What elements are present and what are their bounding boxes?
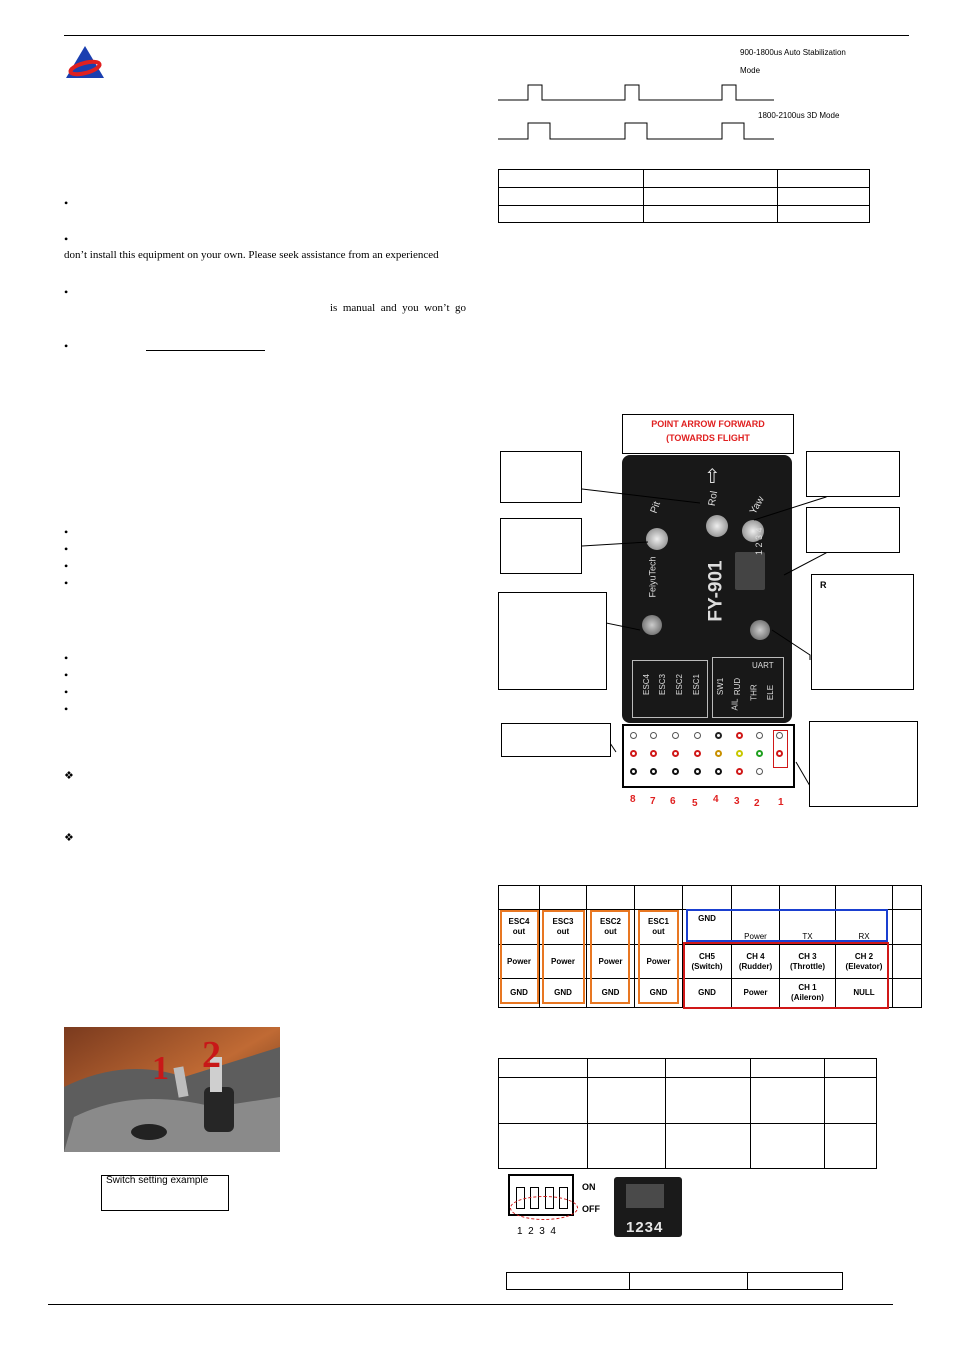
bullet-11: • [64,685,69,699]
port-label-rud: RUD [733,677,743,696]
port-label-ail: AIL [730,698,740,711]
cell-power: Power [499,945,540,979]
knob-label-pit: Pit [648,500,664,515]
bullet-8: • [64,576,69,590]
cell-gnd: GND [683,979,732,1008]
forward-note-line-2: (TOWARDS FLIGHT [666,433,750,443]
cell-gnd: GND [499,979,540,1008]
cell-ch1: CH 1 (Aileron) [780,979,836,1008]
port-label-ele: ELE [766,684,776,701]
dip-photo-body [626,1184,664,1208]
callout-roll-knob [500,451,582,503]
cell-ch4: CH 4 (Rudder) [732,945,780,979]
callout-pins [501,723,611,757]
port-label-sw1: SW1 [716,677,726,696]
cell-power: Power [540,945,587,979]
dip-numbers: 1 2 3 4 [517,1226,556,1237]
receiver-highlight [683,942,889,1009]
pin-number-3: 3 [734,796,740,807]
diamond-bullet-icon: ❖ [64,770,74,782]
callout-yaw-knob [806,451,900,497]
esc1-highlight [638,910,679,1004]
dip-on-label: ON [582,1182,596,1192]
cell-uart-rx: RX [836,910,893,945]
callout-r [811,574,914,690]
dip-off-label: OFF [582,1204,600,1214]
esc4-highlight [500,910,539,1004]
svg-text:1: 1 [152,1050,169,1087]
esc3-highlight [542,910,585,1004]
cell-uart-tx: TX [780,910,836,945]
manual-fragment-text: is manual and you won’t go [330,302,467,314]
callout-mount-left [498,592,607,690]
esc2-highlight [590,910,630,1004]
bullet-4: • [64,339,69,353]
forward-note-line-1: POINT ARROW FORWARD [651,419,765,429]
cell-power: Power [635,945,683,979]
esc-label-esc1: ESC1 [691,674,701,695]
cell-esc3-out: ESC3 out [540,910,587,945]
install-warning-text: don’t install this equipment on your own. Please seek assistance from an experienced [64,249,439,261]
cell-ch2: CH 2 (Elevator) [836,945,893,979]
bottom-table [506,1272,843,1290]
callout-dip-switch [806,507,900,553]
cell-gnd: GND [540,979,587,1008]
callout-pitch-knob [500,518,582,574]
esc-label-esc4: ESC4 [641,674,651,695]
forward-arrow-icon: ⇧ [704,464,721,488]
cell-esc2-out: ESC2 out [587,910,635,945]
bullet-7: • [64,559,69,573]
bullet-1: • [64,196,69,210]
port-label-uart: UART [752,661,774,670]
cell-ch3: CH 3 (Throttle) [780,945,836,979]
bullet-12: • [64,702,69,716]
uart-highlight [686,909,888,942]
pin-number-8: 8 [630,794,636,805]
cell-ch5: CH5 (Switch) [683,945,732,979]
pin-number-4: 4 [713,794,719,805]
board-dip-numbers: 1 2 3 4 [754,527,764,555]
esc-label-esc2: ESC2 [674,674,684,695]
callout-uart [809,721,918,807]
auto-mode-label: 900-1800us Auto Stabilization [740,48,846,57]
callout-r-label: R [820,580,827,590]
board-model-label: FY-901 [705,560,727,622]
pin-number-5: 5 [692,798,698,809]
cell-esc4-out: ESC4 out [499,910,540,945]
knob-label-yaw: Yaw [747,494,767,517]
knob-label-rol: Rol [706,490,721,507]
dip-photo-numbers: 1234 [626,1219,664,1236]
cell-esc1-out: ESC1 out [635,910,683,945]
port-label-thr: THR [749,684,759,701]
bullet-2: • [64,232,69,246]
pin-number-1: 1 [778,797,784,808]
dip-setting-table [498,1058,877,1169]
svg-text:2: 2 [202,1034,221,1076]
diamond-bullet-icon: ❖ [64,832,74,844]
esc-label-esc3: ESC3 [657,674,667,695]
bullet-3: • [64,285,69,299]
cell-power: Power [732,979,780,1008]
cell-null: NULL [836,979,893,1008]
bullet-6: • [64,542,69,556]
3d-mode-label: 1800-2100us 3D Mode [758,111,840,120]
bullet-10: • [64,668,69,682]
photo-caption: Switch setting example [106,1175,209,1186]
dip-off-highlight [510,1196,578,1220]
cell-uart-power: Power [732,910,780,945]
pin-number-7: 7 [650,796,656,807]
cell-gnd: GND [635,979,683,1008]
pin-number-2: 2 [754,798,760,809]
auto-mode-label-2: Mode [740,66,761,75]
board-brand-label: FeiyuTech [647,556,658,598]
cell-uart-gnd: GND [683,910,732,945]
pin-number-6: 6 [670,796,676,807]
bullet-5: • [64,525,69,539]
cell-power: Power [587,945,635,979]
cell-gnd: GND [587,979,635,1008]
bullet-9: • [64,651,69,665]
